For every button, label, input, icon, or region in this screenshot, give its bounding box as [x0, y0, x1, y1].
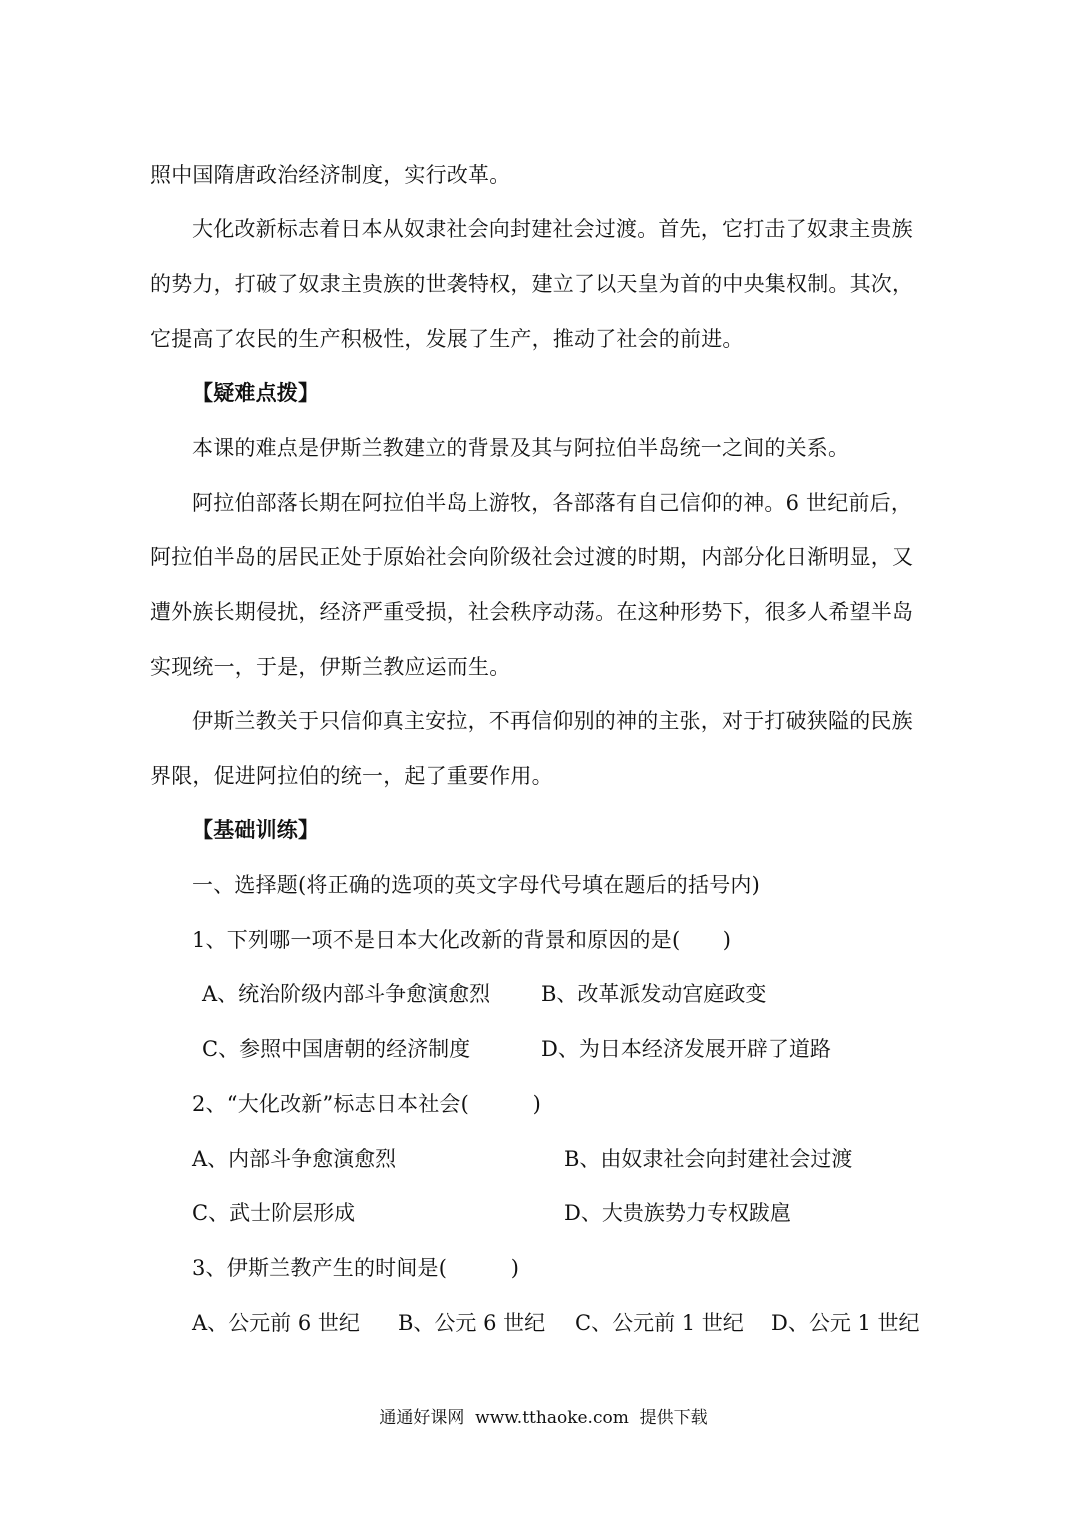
question-option: B、由奴隶社会向封建社会过渡	[564, 1147, 853, 1171]
paragraph-line: 阿拉伯部落长期在阿拉伯半岛上游牧，各部落有自己信仰的神。6 世纪前后，	[192, 491, 913, 515]
question-option: A、公元前 6 世纪	[192, 1311, 360, 1335]
paragraph-line: 阿拉伯半岛的居民正处于原始社会向阶级社会过渡的时期，内部分化日渐明显，又	[150, 545, 914, 569]
question-option: A、统治阶级内部斗争愈演愈烈	[202, 982, 491, 1006]
question-option: D、为日本经济发展开辟了道路	[541, 1037, 831, 1061]
paragraph-line: 界限，促进阿拉伯的统一，起了重要作用。	[150, 764, 553, 788]
question-stem: 1、下列哪一项不是日本大化改新的背景和原因的是( )	[192, 928, 732, 952]
question-option: D、公元 1 世纪	[771, 1311, 920, 1335]
paragraph-line: 大化改新标志着日本从奴隶社会向封建社会过渡。首先，它打击了奴隶主贵族	[192, 217, 913, 241]
paragraph-line: 实现统一，于是，伊斯兰教应运而生。	[150, 655, 511, 679]
question-option: C、公元前 1 世纪	[575, 1311, 744, 1335]
paragraph-line: 遭外族长期侵扰，经济严重受损，社会秩序动荡。在这种形势下，很多人希望半岛	[150, 600, 914, 624]
question-option: B、公元 6 世纪	[398, 1311, 546, 1335]
section-heading-difficulties: 【疑难点拨】	[192, 380, 320, 405]
question-section-instruction: 一、选择题(将正确的选项的英文字母代号填在题后的括号内)	[192, 873, 760, 897]
question-option: D、大贵族势力专权跋扈	[564, 1201, 791, 1225]
paragraph-line: 它提高了农民的生产积极性，发展了生产，推动了社会的前进。	[150, 327, 744, 351]
question-stem: 3、伊斯兰教产生的时间是( )	[192, 1256, 520, 1280]
paragraph-line: 伊斯兰教关于只信仰真主安拉，不再信仰别的神的主张，对于打破狭隘的民族	[192, 709, 913, 733]
question-stem: 2、“大化改新”标志日本社会( )	[192, 1092, 542, 1116]
paragraph-line: 本课的难点是伊斯兰教建立的背景及其与阿拉伯半岛统一之间的关系。	[192, 436, 850, 460]
question-option: A、内部斗争愈演愈烈	[192, 1147, 397, 1171]
page-footer: 通通好课网 www.tthaoke.com 提供下载	[379, 1408, 708, 1428]
section-heading-basic-training: 【基础训练】	[192, 817, 320, 842]
paragraph-line: 照中国隋唐政治经济制度，实行改革。	[150, 163, 511, 187]
question-option: C、武士阶层形成	[192, 1201, 356, 1225]
question-option: C、参照中国唐朝的经济制度	[202, 1037, 471, 1061]
paragraph-line: 的势力，打破了奴隶主贵族的世袭特权，建立了以天皇为首的中央集权制。其次，	[150, 272, 914, 296]
question-option: B、改革派发动宫庭政变	[541, 982, 767, 1006]
